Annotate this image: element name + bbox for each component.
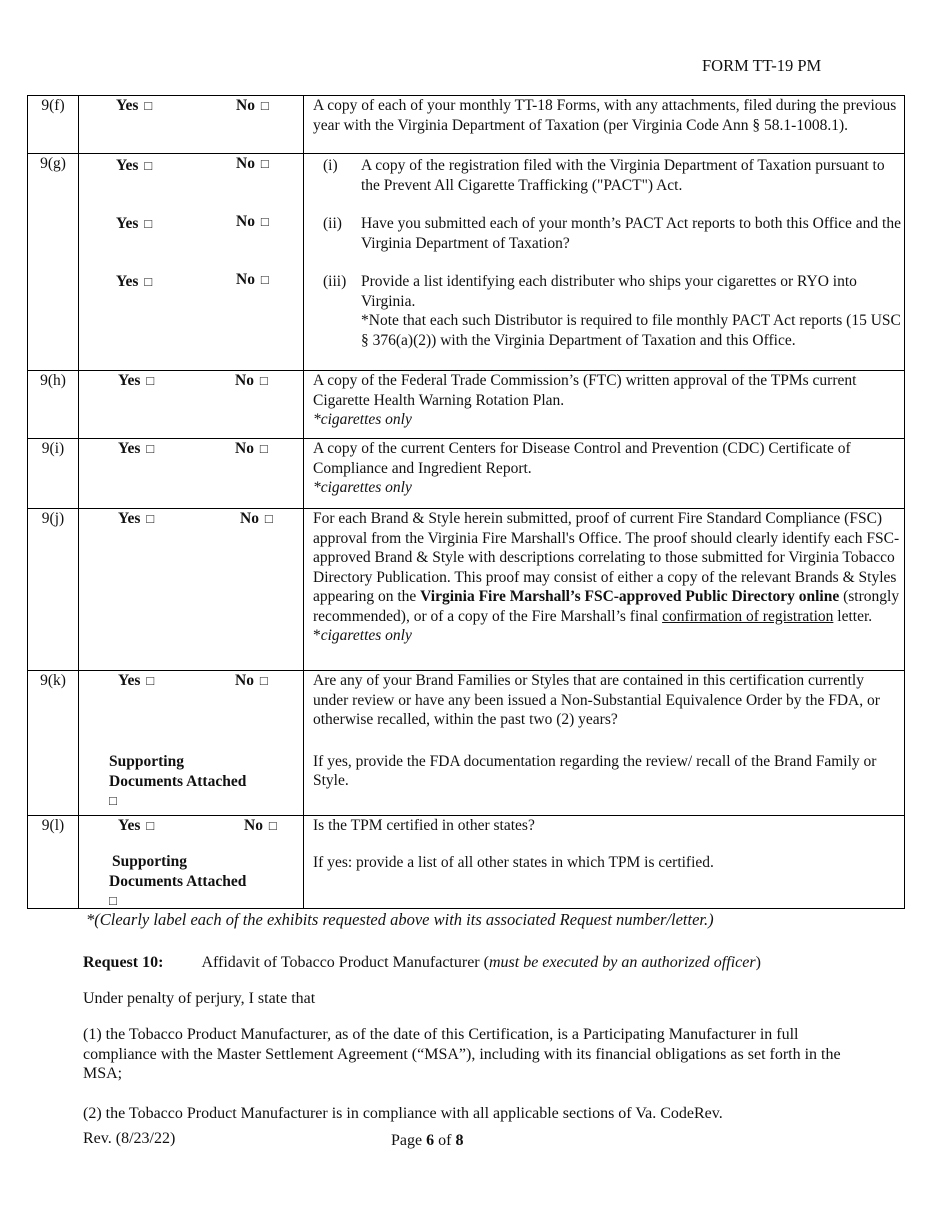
row-description-followup: If yes: provide a list of all other states in which TPM is certified. bbox=[313, 853, 714, 871]
table-row bbox=[28, 371, 905, 439]
table-row bbox=[28, 439, 905, 509]
row-description-followup: If yes, provide the FDA documentation regarding the review/ recall of the Brand Family or Style. bbox=[313, 752, 877, 789]
table-row bbox=[28, 671, 905, 816]
row-description: Is the TPM certified in other states? bbox=[313, 817, 535, 834]
sub-item: (ii) Have you submitted each of your month’s PACT Act reports to both this Office and the Virginia Department of Taxation? bbox=[323, 215, 901, 252]
requests-table bbox=[27, 95, 905, 909]
yes-checkbox[interactable]: Yes □ bbox=[116, 97, 153, 114]
yes-checkbox[interactable]: Yes □ bbox=[118, 440, 155, 457]
pact-note: *Note that each such Distributor is required to file monthly PACT Act reports (15 USC § 376(a)(2)) with the Virginia Department of Taxation and this Office. bbox=[361, 312, 901, 349]
row-id: 9(g) bbox=[28, 154, 79, 371]
supporting-documents-checkbox[interactable]: Supporting Documents Attached □ bbox=[109, 853, 247, 908]
footer-revision: Rev. (8/23/22) bbox=[83, 1130, 176, 1147]
confirmation-link[interactable]: confirmation of registration bbox=[662, 607, 834, 625]
request-10-label: Request 10: bbox=[83, 954, 164, 971]
cigarettes-only-note: *cigarettes only bbox=[313, 479, 412, 496]
yes-checkbox[interactable]: Yes □ bbox=[116, 273, 153, 290]
perjury-statement: Under penalty of perjury, I state that bbox=[83, 990, 316, 1007]
yes-checkbox[interactable]: Yes □ bbox=[118, 672, 155, 689]
no-checkbox[interactable]: No □ bbox=[236, 271, 269, 288]
fire-marshall-directory: Virginia Fire Marshall’s FSC-approved Public Directory online bbox=[420, 588, 840, 605]
row-id: 9(i) bbox=[28, 439, 79, 509]
sub-item: (i) A copy of the registration filed with the Virginia Department of Taxation pursuant to the Prevent All Cigarette Trafficking ("PACT") Act. bbox=[323, 157, 885, 194]
row-description: A copy of the current Centers for Disease Control and Prevention (CDC) Certificate of Compliance and Ingredient Report. bbox=[313, 440, 851, 477]
row-id: 9(k) bbox=[28, 671, 79, 816]
no-checkbox[interactable]: No □ bbox=[235, 672, 268, 689]
no-checkbox[interactable]: No □ bbox=[244, 817, 277, 834]
affidavit-paragraph-1: (1) the Tobacco Product Manufacturer, as of the date of this Certification, is a Participating Manufacturer in full compliance with the Master Settlement Agreement (“MSA”), including with its financial obligations as set forth in the MSA; bbox=[83, 1026, 841, 1082]
no-checkbox[interactable]: No □ bbox=[240, 510, 273, 527]
row-id: 9(h) bbox=[28, 371, 79, 439]
yes-checkbox[interactable]: Yes □ bbox=[118, 817, 155, 834]
row-description: A copy of each of your monthly TT-18 Forms, with any attachments, filed during the previous year with the Virginia Department of Taxation (per Virginia Code Ann § 58.1-1008.1). bbox=[304, 96, 905, 154]
yes-checkbox[interactable]: Yes □ bbox=[116, 215, 153, 232]
row-description: Are any of your Brand Families or Styles that are contained in this certification currently under review or have any been issued a Non-Substantial Equivalence Order by the FDA, or otherwise recalled, within the past two (2) years? bbox=[313, 672, 880, 728]
row-description: For each Brand & Style herein submitted, proof of current Fire Standard Compliance (FSC) approval from the Virginia Fire Marshall's Office. The proof should clearly identify each FSC-approved Brand & Style with descriptions correlating to those submitted for Virginia Tobacco Directory Publication. This proof may consist of either a copy of the relevant Brands & Styles appearing on the Virginia Fire Marshall’s FSC-approved Public Directory online (strongly recommended), or of a copy of the Fire Marshall’s final confirmation of registration letter. bbox=[313, 510, 900, 625]
no-checkbox[interactable]: No □ bbox=[235, 440, 268, 457]
row-id: 9(f) bbox=[28, 96, 79, 154]
no-checkbox[interactable]: No □ bbox=[235, 372, 268, 389]
affidavit-paragraph-2: (2) the Tobacco Product Manufacturer is in compliance with all applicable sections of Va. CodeRev. bbox=[83, 1105, 723, 1122]
yes-checkbox[interactable]: Yes □ bbox=[118, 510, 155, 527]
no-checkbox[interactable]: No □ bbox=[236, 213, 269, 230]
no-checkbox[interactable]: No □ bbox=[236, 97, 269, 114]
cigarettes-only-note: *cigarettes only bbox=[313, 411, 412, 428]
row-id: 9(j) bbox=[28, 509, 79, 671]
exhibit-footnote: *(Clearly label each of the exhibits requested above with its associated Request number/letter.) bbox=[86, 910, 714, 929]
footer-page-number: Page 6 of 8 bbox=[391, 1132, 464, 1149]
sub-item: (iii) Provide a list identifying each distributer who ships your cigarettes or RYO into Virginia. *Note that each such Distributor is required to file monthly PACT Act reports (15 USC § 376(a)(2)) with the Virginia Department of Taxation and this Office. bbox=[323, 273, 901, 349]
no-checkbox[interactable]: No □ bbox=[236, 155, 269, 172]
table-row bbox=[28, 816, 905, 909]
row-description: A copy of the Federal Trade Commission’s (FTC) written approval of the TPMs current Cigarette Health Warning Rotation Plan. bbox=[313, 372, 857, 409]
supporting-documents-checkbox[interactable]: Supporting Documents Attached □ bbox=[109, 753, 247, 808]
table-row bbox=[28, 509, 905, 671]
form-title: FORM TT-19 PM bbox=[702, 56, 822, 75]
yes-checkbox[interactable]: Yes □ bbox=[116, 157, 153, 174]
table-row bbox=[28, 96, 905, 154]
cigarettes-only-note: *cigarettes only bbox=[313, 627, 412, 644]
yes-checkbox[interactable]: Yes □ bbox=[118, 372, 155, 389]
row-id: 9(l) bbox=[28, 816, 79, 909]
request-10: Request 10: Affidavit of Tobacco Product Manufacturer (must be executed by an authorized officer) bbox=[83, 954, 761, 971]
table-row bbox=[28, 154, 905, 371]
